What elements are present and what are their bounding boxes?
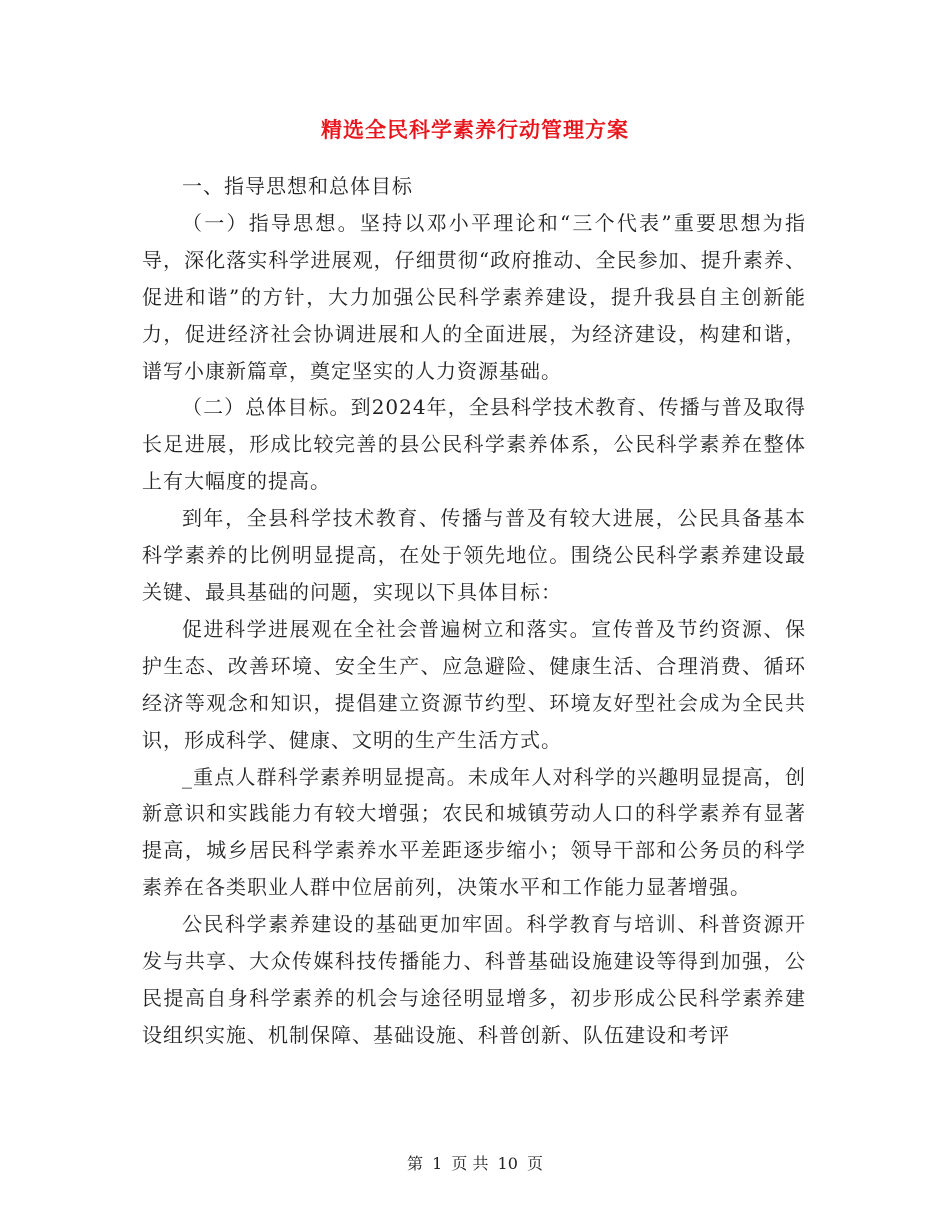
footer-prefix: 第 (406, 1154, 423, 1173)
paragraph-guiding-ideology: （一）指导思想。坚持以邓小平理论和“三个代表”重要思想为指导，深化落实科学进展观，仔细贯彻“政府推动、全民参加、提升素养、促进和谐”的方针，大力加强公民科学素养建设，提升我县自主创新能力，促进经济社会协调进展和人的全面进展，为经济建设，构建和谐，谱写小康新篇章，奠定坚实的人力资源基础。 (142, 210, 806, 383)
paragraph-scientific-outlook: 促进科学进展观在全社会普遍树立和落实。宣传普及节约资源、保护生态、改善环境、安全生产、应急避险、健康生活、合理消费、循环经济等观念和知识，提倡建立资源节约型、环境友好型社会成为全民共识，形成科学、健康、文明的生产生活方式。 (142, 616, 806, 752)
footer-middle: 页 共 (451, 1154, 489, 1173)
paragraph-foundation: 公民科学素养建设的基础更加牢固。科学教育与培训、科普资源开发与共享、大众传媒科技传播能力、科普基础设施建设等得到加强，公民提高自身科学素养的机会与途径明显增多，初步形成公民科学素养建设组织实施、机制保障、基础设施、科普创新、队伍建设和考评 (142, 912, 806, 1047)
document-body (142, 168, 806, 1054)
document-title: 精选全民科学素养行动管理方案 (321, 117, 629, 142)
paragraph-key-groups: _重点人群科学素养明显提高。未成年人对科学的兴趣明显提高，创新意识和实践能力有较大增强；农民和城镇劳动人口的科学素养有显著提高，城乡居民科学素养水平差距逐步缩小；领导干部和公务员的科学素养在各类职业人群中位居前列，决策水平和工作能力显著增强。 (142, 764, 806, 900)
footer-total-pages: 10 (497, 1154, 518, 1173)
section-heading: 一、指导思想和总体目标 (182, 174, 413, 198)
paragraph-specific-goals: 到年，全县科学技术教育、传播与普及有较大进展，公民具备基本科学素养的比例明显提高，在处于领先地位。围绕公民科学素养建设最关键、最具基础的问题，实现以下具体目标： (142, 506, 806, 604)
footer-suffix: 页 (527, 1154, 544, 1173)
paragraph-overall-goal: （二）总体目标。到2024年，全县科学技术教育、传播与普及取得长足进展，形成比较完善的县公民科学素养体系，公民科学素养在整体上有大幅度的提高。 (142, 395, 806, 494)
footer-page-number: 1 (432, 1154, 443, 1173)
page-footer (0, 1152, 950, 1176)
